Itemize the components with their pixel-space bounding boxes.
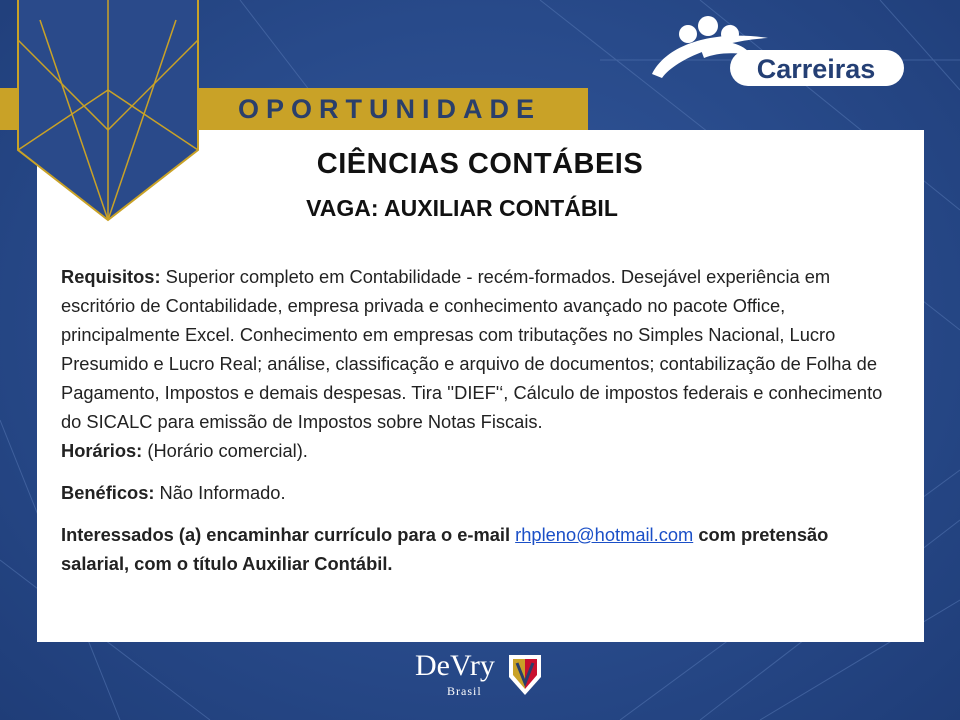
hours-paragraph [61, 436, 891, 465]
carreiras-logo-text: Carreiras [756, 54, 876, 84]
contact-paragraph [61, 520, 891, 578]
devry-country: Brasil [447, 684, 482, 698]
devry-brand: DeVry [415, 649, 495, 682]
contact-outro: com pretensão salarial, com o título Auxiliar Contábil. [61, 524, 829, 574]
devry-shield-icon [507, 653, 543, 697]
carreiras-logo [648, 12, 910, 92]
opportunity-label: OPORTUNIDADE [238, 94, 542, 124]
course-title: CIÊNCIAS CONTÁBEIS [316, 148, 644, 180]
hours-text: (Horário comercial). [142, 440, 308, 461]
job-description [61, 262, 891, 578]
benefits-label: Benéficos: [61, 482, 155, 503]
vacancy-title: VAGA: AUXILIAR CONTÁBIL [306, 195, 618, 221]
requirements-paragraph [61, 262, 891, 436]
requirements-label: Requisitos: [61, 266, 161, 287]
benefits-paragraph [61, 478, 891, 507]
contact-intro: Interessados (a) encaminhar currículo para o e-mail [61, 524, 516, 545]
requirements-text: Superior completo em Contabilidade - recém-formados. Desejável experiência em escritório de Contabilidade, empresa privada e conhecimento avançado no pacote Office, principalmente Excel. Conhecimento em empresas com tributações no Simples Nacional, Lucro Presumido e Lucro Real; análise, classificação e arquivo de documentos; contabilização de Folha de Pagamento, Impostos e demais despesas. Tira ''DIEF'‘, Cálculo de impostos federais e conhecimento do SICALC para emissão de Impostos sobre Notas Fiscais. [61, 266, 883, 432]
benefits-text: Não Informado. [154, 482, 286, 503]
devry-logo [415, 649, 495, 698]
email-link[interactable]: rhpleno@hotmail.com [515, 524, 694, 545]
hours-label: Horários: [61, 440, 143, 461]
